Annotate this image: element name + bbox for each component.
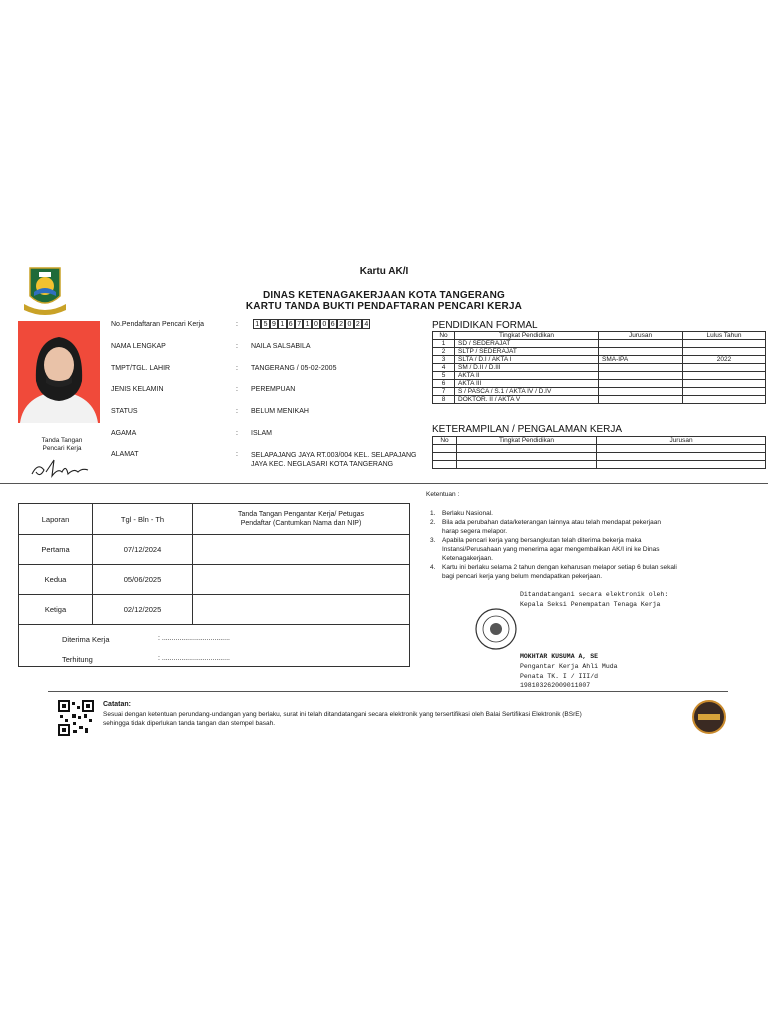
terms-number: 3. [430,537,436,544]
reg-digit: 0 [320,319,328,329]
reg-digit: 2 [354,319,362,329]
edu-year [683,340,766,348]
counted-label: Terhitung [62,655,93,664]
section-divider [0,483,768,484]
edu-level: S / PASCA / S.1 / AKTA IV / D.IV [455,388,599,396]
table-row [433,364,766,372]
footer-divider [48,691,728,692]
skills-header-major: Jurusan [597,437,766,445]
report-row-label: Kedua [19,565,93,595]
table-row [19,565,410,595]
counted-line: : ................................... [158,655,230,662]
edu-no: 7 [433,388,455,396]
table-row [433,356,766,364]
colon: : [236,365,238,372]
full-name-value: NAILA SALSABILA [251,343,311,350]
report-row-signature [193,535,410,565]
edu-year [683,372,766,380]
note-label: Catatan: [103,701,132,708]
report-row-label: Pertama [19,535,93,565]
report-row-date: 02/12/2025 [93,595,193,625]
report-row-date: 05/06/2025 [93,565,193,595]
reg-digit: 4 [362,319,370,329]
colon: : [236,408,238,415]
signer-position: Kepala Seksi Penempatan Tenaga Kerja [520,601,661,608]
religion-label: AGAMA [111,430,137,437]
terms-title: Ketentuan : [426,491,460,498]
skills-header-level: Tingkat Pendidikan [457,437,597,445]
terms-item: Bila ada perubahan data/keterangan lainnya atau telah mendapat pekerjaan harap segera melapor. [442,519,662,535]
colon: : [236,430,238,437]
edu-no: 5 [433,372,455,380]
table-row [19,535,410,565]
applicant-signature [28,454,94,482]
report-row-date: 07/12/2024 [93,535,193,565]
birth-value: TANGERANG / 05-02-2005 [251,365,337,372]
report-row-label: Ketiga [19,595,93,625]
reg-digit: 1 [303,319,311,329]
edu-header-major: Jurusan [599,332,683,340]
skills-header-no: No [433,437,457,445]
marital-status-value: BELUM MENIKAH [251,408,309,415]
skills-section-title: KETERAMPILAN / PENGALAMAN KERJA [432,424,623,435]
colon: : [236,386,238,393]
signed-note: Ditandatangani secara elektronik oleh: [520,591,669,598]
registration-number-label: No.Pendaftaran Pencari Kerja [111,321,204,328]
report-header-signature: Tanda Tangan Pengantar Kerja/ Petugas Pendaftar (Cantumkan Nama dan NIP) [193,504,410,535]
agency-title: DINAS KETENAGAKERJAAN KOTA TANGERANG [262,290,506,301]
applicant-photo [18,321,100,423]
edu-header-no: No [433,332,455,340]
reg-digit: 1 [253,319,261,329]
religion-value: ISLAM [251,430,273,437]
edu-major: SMA-IPA [599,356,683,364]
edu-major [599,340,683,348]
edu-level: SD / SEDERAJAT [455,340,599,348]
table-row [433,348,766,356]
edu-no: 1 [433,340,455,348]
edu-year: 2022 [683,356,766,364]
education-section-title: PENDIDIKAN FORMAL [432,320,538,331]
table-row [433,340,766,348]
edu-year [683,380,766,388]
reg-digit: 7 [295,319,303,329]
reg-digit: 2 [337,319,345,329]
reg-digit: 0 [312,319,320,329]
received-line: : ................................... [158,635,230,642]
terms-item: Apabila pencari kerja yang bersangkutan telah diterima bekerja maka Instansi/Perusahaan yang menerima agar mengembalikan AK/I ini ke Dinas Ketenagakerjaan. [442,537,660,562]
signer-title: Pengantar Kerja Ahli Muda [520,663,618,670]
edu-no: 3 [433,356,455,364]
edu-year [683,348,766,356]
gender-label: JENIS KELAMIN [111,386,164,393]
edu-header-year: Lulus Tahun [683,332,766,340]
birth-label: TMPT/TGL. LAHIR [111,365,171,372]
edu-year [683,364,766,372]
table-row [433,380,766,388]
colon: : [236,451,238,458]
terms-item: Berlaku Nasional. [442,510,493,517]
edu-major [599,388,683,396]
address-label: ALAMAT [111,451,139,458]
gender-value: PEREMPUAN [251,386,296,393]
signer-rank: Penata TK. I / III/d [520,673,599,680]
education-table [432,331,766,404]
table-row [433,396,766,404]
registration-number-boxes [253,319,370,329]
bsre-badge-icon [690,699,728,735]
card-type-title: Kartu AK/I [359,266,409,277]
edu-level: SLTP / SEDERAJAT [455,348,599,356]
edu-level: SLTA / D.I / AKTA I [455,356,599,364]
edu-no: 4 [433,364,455,372]
reg-digit: 1 [278,319,286,329]
report-row-signature [193,595,410,625]
report-header-date: Tgl - Bln - Th [93,504,193,535]
official-stamp [474,607,518,651]
reg-digit: 6 [329,319,337,329]
colon: : [236,321,238,328]
terms-number: 2. [430,519,436,526]
qr-code [58,700,94,736]
skills-table [432,436,766,469]
edu-header-level: Tingkat Pendidikan [455,332,599,340]
note-text: Sesuai dengan ketentuan perundang-undangan yang berlaku, surat ini telah ditandatangani secara elektronik yang tersertifikasi oleh Balai Sertifikasi Elektronik (BSrE) sehingga tidak diperlukan tanda tangan dan stempel basah. [103,711,582,727]
table-row [433,453,766,461]
signature-caption: Tanda Tangan Pencari Kerja [41,437,83,452]
reg-digit: 0 [345,319,353,329]
reg-digit: 9 [270,319,278,329]
edu-no: 6 [433,380,455,388]
report-header-label: Laporan [19,504,93,535]
reg-digit: 5 [261,319,269,329]
signer-nip: 198103262009011007 [520,682,591,689]
edu-level: DOKTOR. II / AKTA V [455,396,599,404]
edu-level: AKTA III [455,380,599,388]
terms-number: 1. [430,510,436,517]
edu-major [599,348,683,356]
edu-year [683,388,766,396]
terms-number: 4. [430,564,436,571]
address-value: SELAPAJANG JAYA RT.003/004 KEL. SELAPAJANG JAYA KEC. NEGLASARI KOTA TANGERANG [251,452,417,468]
edu-level: AKTA II [455,372,599,380]
edu-no: 2 [433,348,455,356]
terms-item: Kartu ini berlaku selama 2 tahun dengan keharusan melapor setiap 6 bulan sekali bagi pencari kerja yang belum mendapatkan pekerjaan. [442,564,677,580]
reg-digit: 6 [287,319,295,329]
table-row [433,388,766,396]
table-row [19,595,410,625]
full-name-label: NAMA LENGKAP [111,343,166,350]
table-row [433,372,766,380]
marital-status-label: STATUS [111,408,138,415]
colon: : [236,343,238,350]
table-row [433,445,766,453]
edu-major [599,372,683,380]
edu-major [599,364,683,372]
report-row-signature [193,565,410,595]
received-label: Diterima Kerja [62,635,110,644]
edu-year [683,396,766,404]
edu-level: SM / D.II / D.III [455,364,599,372]
edu-no: 8 [433,396,455,404]
card-title: KARTU TANDA BUKTI PENDAFTARAN PENCARI KERJA [245,301,523,312]
signer-name: MOKHTAR KUSUMA A, SE [520,653,599,660]
edu-major [599,380,683,388]
table-row [433,461,766,469]
edu-major [599,396,683,404]
